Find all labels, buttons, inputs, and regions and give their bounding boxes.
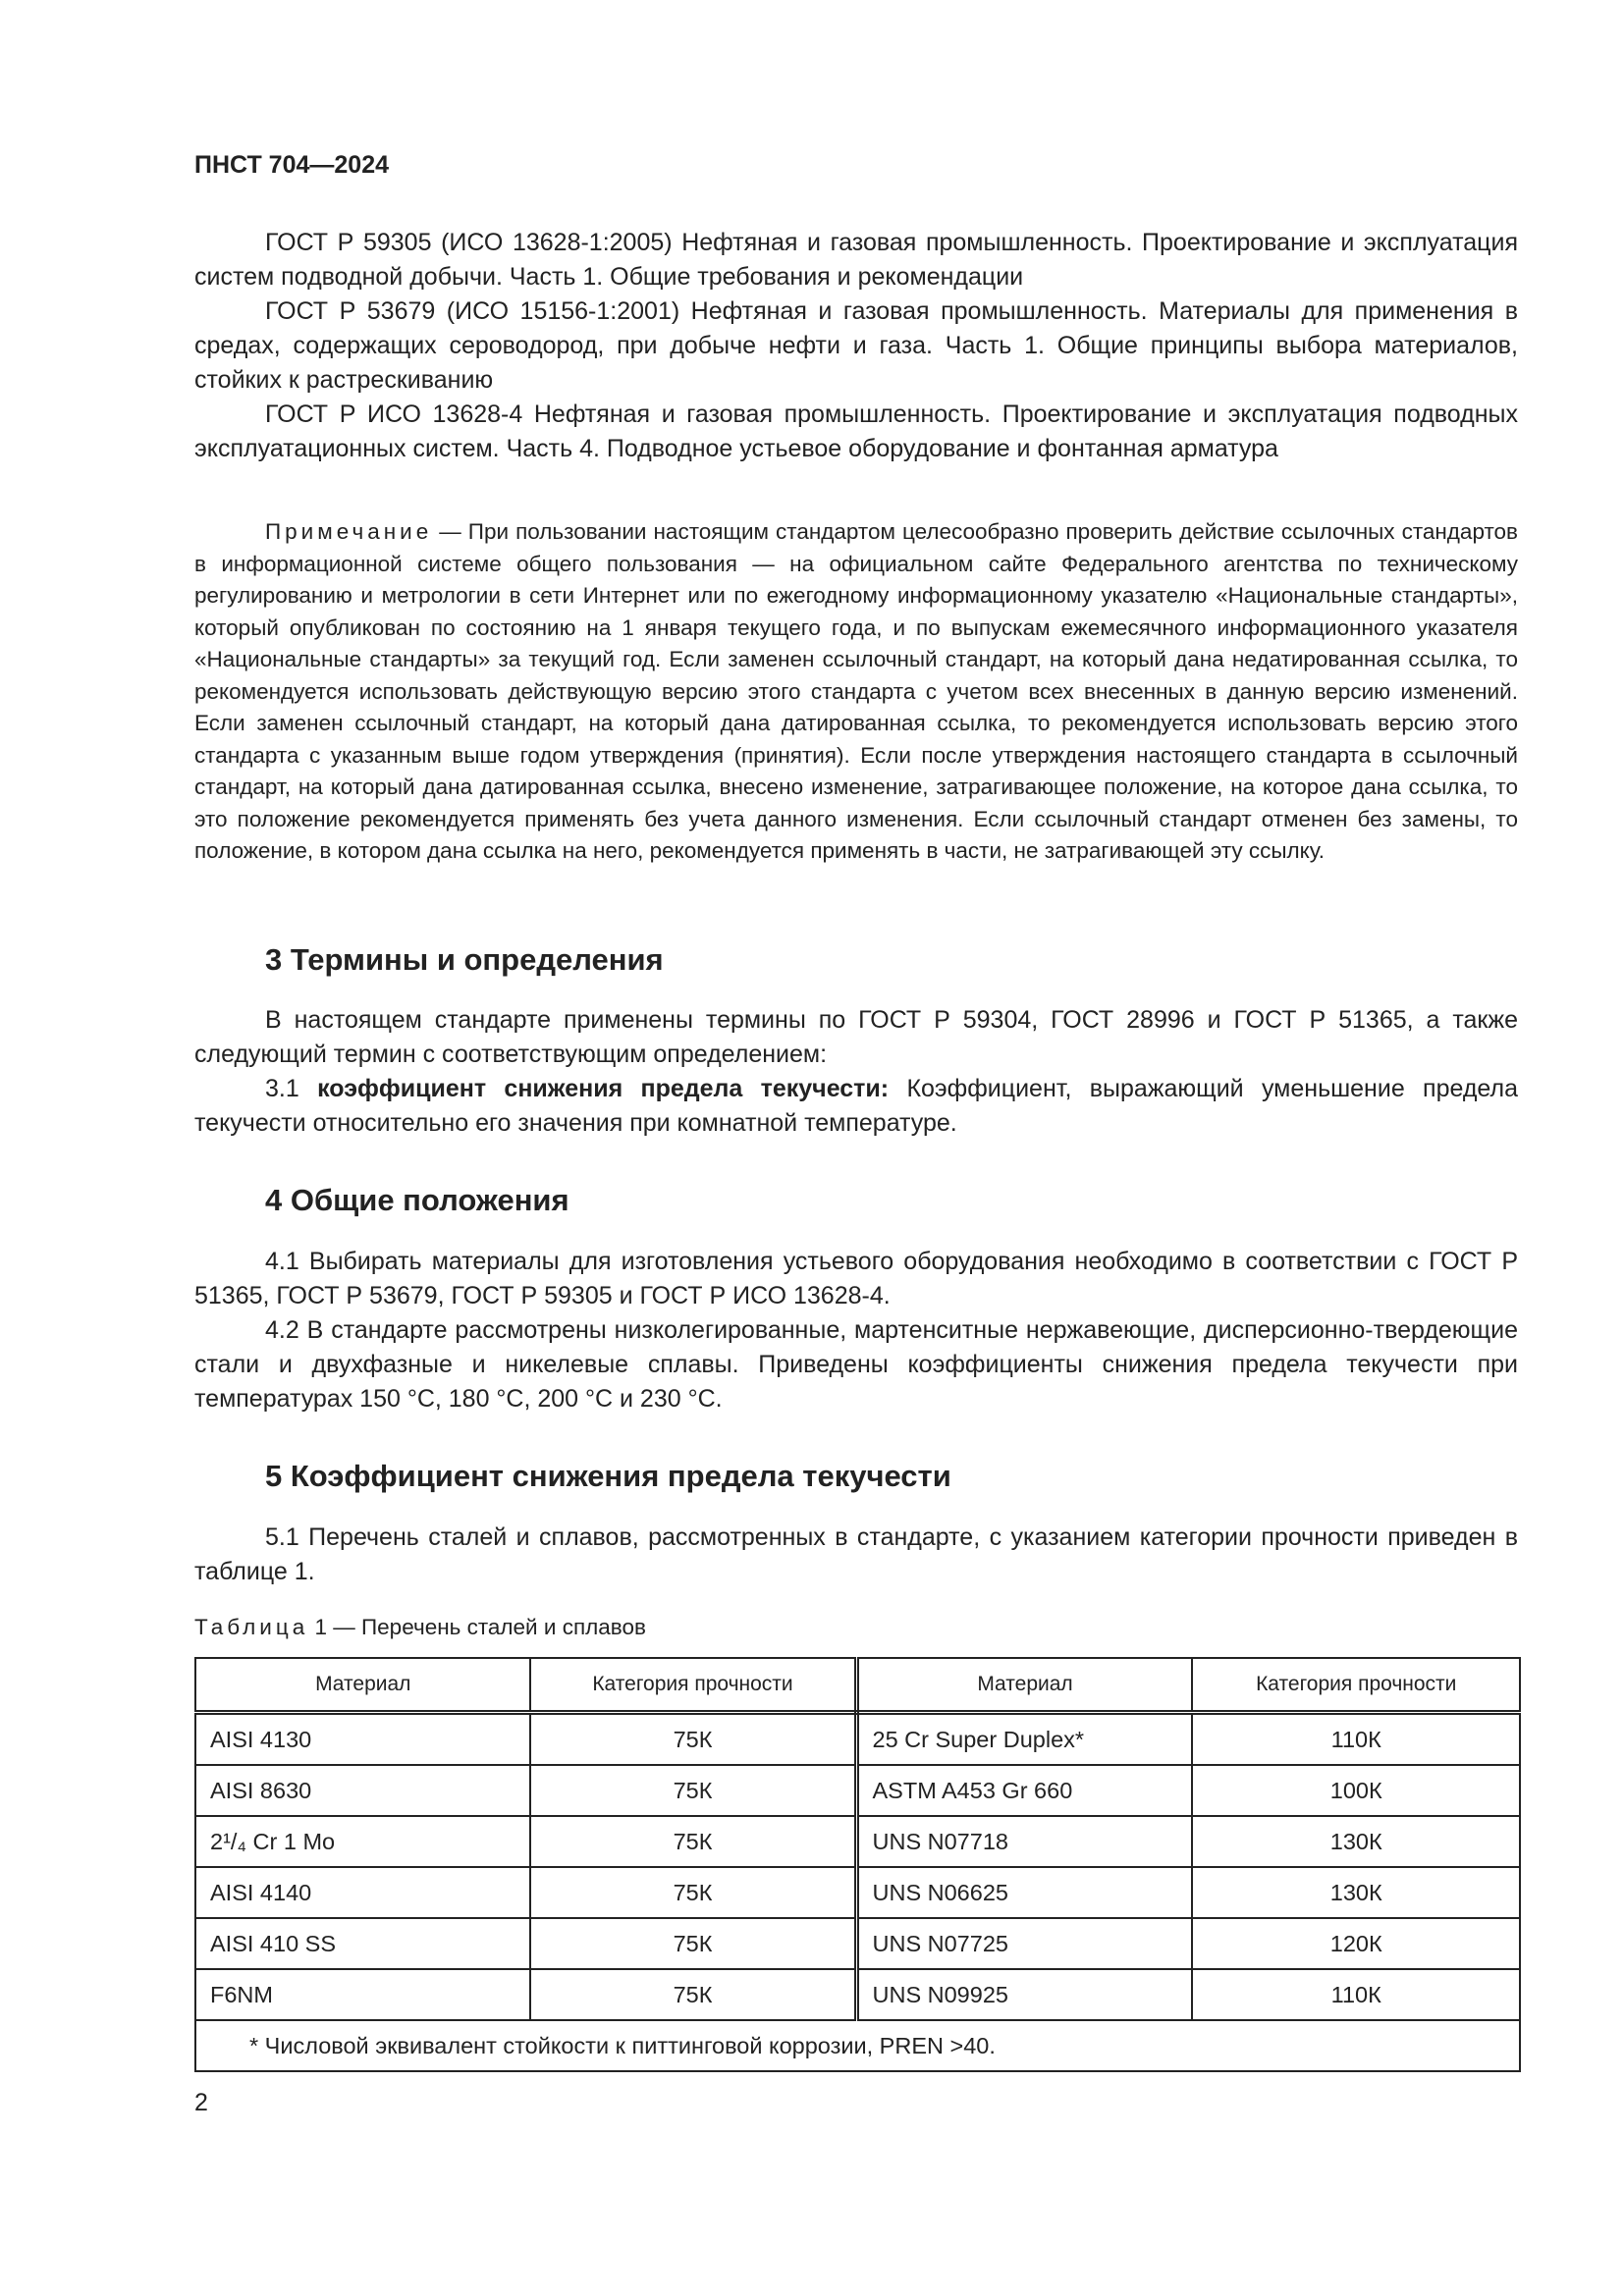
caption-label: Таблица — [194, 1615, 309, 1639]
header-cell: Категория прочности — [1192, 1658, 1520, 1713]
page-number: 2 — [194, 2089, 208, 2116]
material-cell: AISI 410 SS — [195, 1918, 530, 1969]
strength-category-cell: 120К — [1192, 1918, 1520, 1969]
material-cell: 2¹/₄ Cr 1 Mo — [195, 1816, 530, 1867]
header-cell: Категория прочности — [530, 1658, 856, 1713]
reference-item: ГОСТ Р ИСО 13628-4 Нефтяная и газовая промышленность. Проектирование и эксплуатация подводных эксплуатационных систем. Часть 4. Подводное устьевое оборудование и фонтанная арматура — [194, 400, 1518, 462]
strength-category-cell: 75К — [530, 1867, 856, 1918]
paragraph: 5.1 Перечень сталей и сплавов, рассмотренных в стандарте, с указанием категории прочности приведен в таблице 1. — [194, 1523, 1518, 1585]
normative-references — [194, 226, 1518, 466]
table-row — [195, 1765, 1520, 1816]
caption-text: 1 — Перечень сталей и сплавов — [308, 1615, 646, 1639]
definition: Коэффициент, выражающий уменьшение предела текучести относительно его значения при комнатной температуре. — [194, 1075, 1518, 1137]
table-header-row — [195, 1658, 1520, 1713]
term-number: 3.1 — [265, 1075, 318, 1102]
material-cell: UNS N06625 — [856, 1867, 1192, 1918]
table-caption — [194, 1615, 1518, 1640]
materials-table — [194, 1657, 1521, 2072]
table-footnote: * Числовой эквивалент стойкости к питтинговой коррозии, PREN >40. — [195, 2020, 1520, 2071]
strength-category-cell: 110К — [1192, 1713, 1520, 1766]
table-footnote-row — [195, 2020, 1520, 2071]
section-4 — [194, 1183, 1518, 1416]
section-heading: 5 Коэффициент снижения предела текучести — [265, 1459, 951, 1493]
header-cell: Материал — [195, 1658, 530, 1713]
table-row — [195, 1816, 1520, 1867]
material-cell: AISI 8630 — [195, 1765, 530, 1816]
reference-item: ГОСТ Р 59305 (ИСО 13628-1:2005) Нефтяная и газовая промышленность. Проектирование и эксплуатация систем подводной добычи. Часть 1. Общие требования и рекомендации — [194, 229, 1518, 291]
note-text: — При пользовании настоящим стандартом целесообразно проверить действие ссылочных стандартов в информационной системе общего пользования — на официальном сайте Федерального агентства по техническому регулированию и метрологии в сети Интернет или по ежегодному информационному указателю «Национальные стандарты», который опубликован по состоянию на 1 января текущего года, и по выпускам ежемесячного информационного указателя «Национальные стандарты» за текущий год. Если заменен ссылочный стандарт, на который дана недатированная ссылка, то рекомендуется использовать действующую версию этого стандарта с учетом всех внесенных в данную версию изменений. Если заменен ссылочный стандарт, на который дана датированная ссылка, то рекомендуется использовать версию этого стандарта с указанным выше годом утверждения (принятия). Если после утверждения настоящего стандарта в ссылочный стандарт, на который дана датированная ссылка, внесено изменение, затрагивающее положение, на которое дана ссылка, то это положение рекомендуется применять без учета данного изменения. Если ссылочный стандарт отменен без замены, то положение, в котором дана ссылка на него, рекомендуется применять в части, не затрагивающей эту ссылку. — [194, 519, 1518, 863]
material-cell: 25 Cr Super Duplex* — [856, 1713, 1192, 1766]
materials-table-wrap — [194, 1657, 1518, 2072]
note-label: Примечание — [265, 519, 433, 544]
material-cell: F6NM — [195, 1969, 530, 2020]
strength-category-cell: 75К — [530, 1918, 856, 1969]
strength-category-cell: 100К — [1192, 1765, 1520, 1816]
strength-category-cell: 75К — [530, 1765, 856, 1816]
term: коэффициент снижения предела текучести: — [317, 1075, 890, 1102]
material-cell: UNS N09925 — [856, 1969, 1192, 2020]
table-row — [195, 1969, 1520, 2020]
strength-category-cell: 130К — [1192, 1816, 1520, 1867]
strength-category-cell: 75К — [530, 1713, 856, 1766]
strength-category-cell: 75К — [530, 1969, 856, 2020]
material-cell: AISI 4130 — [195, 1713, 530, 1766]
material-cell: ASTM A453 Gr 660 — [856, 1765, 1192, 1816]
header-cell: Материал — [856, 1658, 1192, 1713]
paragraph: 4.1 Выбирать материалы для изготовления устьевого оборудования необходимо в соответствии с ГОСТ Р 51365, ГОСТ Р 53679, ГОСТ Р 59305 и ГОСТ Р ИСО 13628-4. — [194, 1248, 1518, 1309]
section-heading: 4 Общие положения — [265, 1183, 569, 1217]
strength-category-cell: 130К — [1192, 1867, 1520, 1918]
table-row — [195, 1713, 1520, 1766]
reference-item: ГОСТ Р 53679 (ИСО 15156-1:2001) Нефтяная и газовая промышленность. Материалы для применения в средах, содержащих сероводород, при добыче нефти и газа. Часть 1. Общие принципы выбора материалов, стойких к растрескиванию — [194, 297, 1518, 394]
section-heading: 3 Термины и определения — [265, 942, 664, 977]
paragraph: В настоящем стандарте применены термины по ГОСТ Р 59304, ГОСТ 28996 и ГОСТ Р 51365, а также следующий термин с соответствующим определением: — [194, 1006, 1518, 1068]
section-5 — [194, 1459, 1518, 1589]
strength-category-cell: 75К — [530, 1816, 856, 1867]
note — [194, 516, 1518, 868]
material-cell: UNS N07718 — [856, 1816, 1192, 1867]
table-row — [195, 1918, 1520, 1969]
strength-category-cell: 110К — [1192, 1969, 1520, 2020]
table-row — [195, 1867, 1520, 1918]
material-cell: UNS N07725 — [856, 1918, 1192, 1969]
document-header: ПНСТ 704—2024 — [194, 151, 389, 179]
section-3 — [194, 942, 1518, 1141]
material-cell: AISI 4140 — [195, 1867, 530, 1918]
term-definition — [194, 1072, 1518, 1141]
paragraph: 4.2 В стандарте рассмотрены низколегированные, мартенситные нержавеющие, дисперсионно-твердеющие стали и двухфазные и никелевые сплавы. Приведены коэффициенты снижения предела текучести при температурах 150 °С, 180 °С, 200 °С и 230 °С. — [194, 1316, 1518, 1413]
